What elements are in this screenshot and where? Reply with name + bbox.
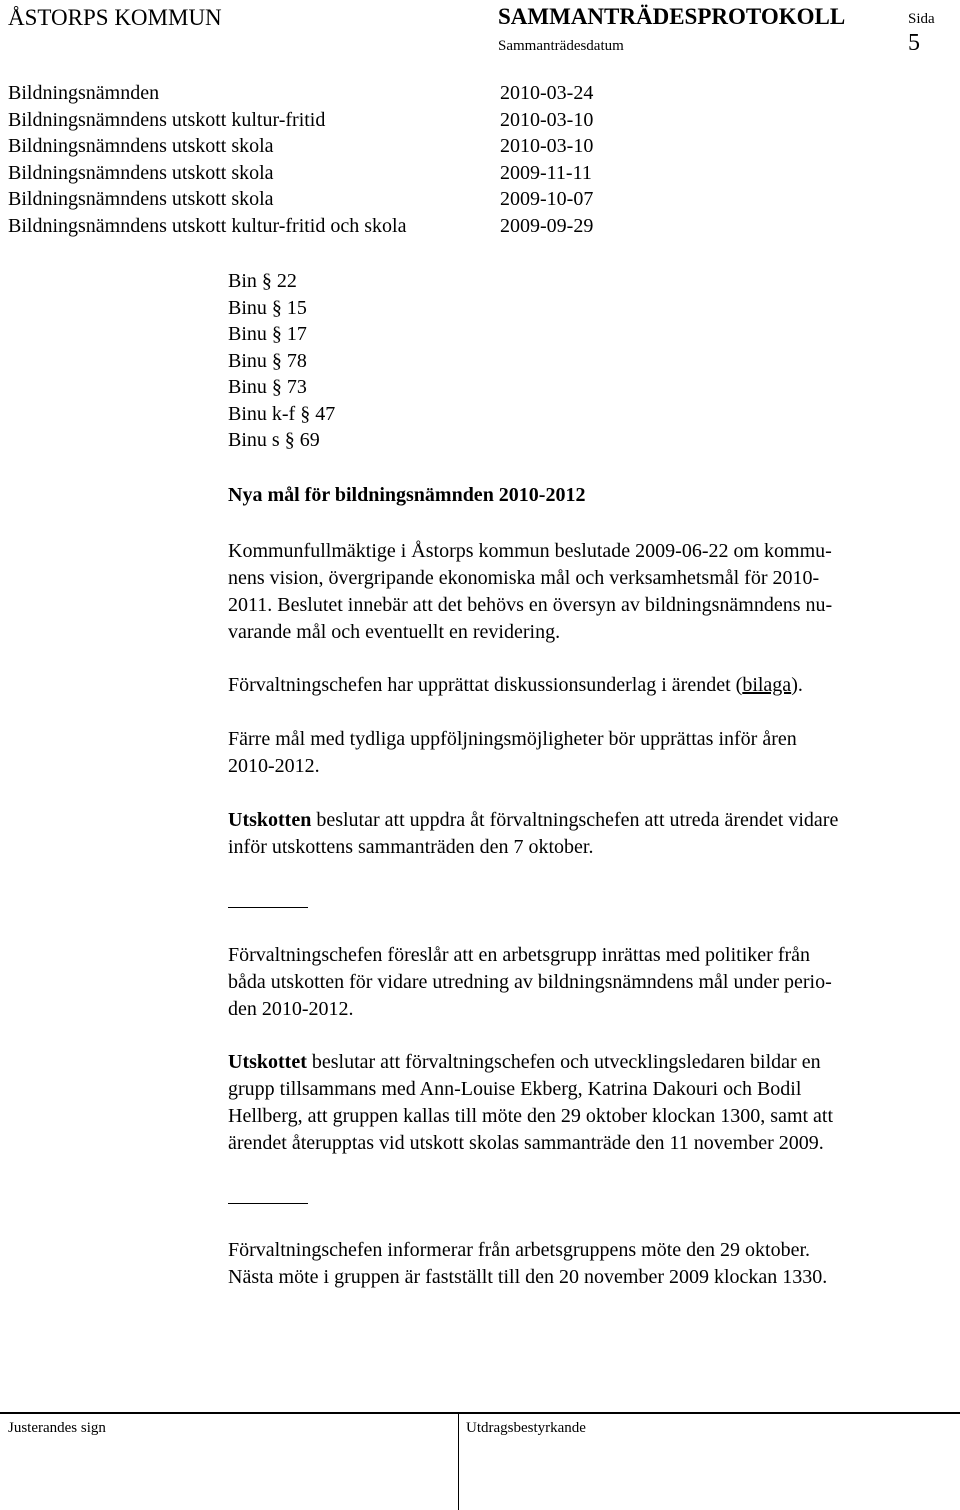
meeting-body-date: 2010-03-24	[500, 82, 594, 104]
extract-certification-label: Utdragsbestyrkande	[466, 1420, 586, 1436]
meeting-body-row	[8, 160, 593, 187]
paragraph-references	[228, 268, 335, 454]
footer-rule	[0, 1412, 960, 1414]
document-type: SAMMANTRÄDESPROTOKOLL	[498, 4, 846, 29]
meeting-body-name: Bildningsnämnden	[8, 82, 160, 104]
meeting-body-row	[8, 133, 593, 160]
meeting-date-label: Sammanträdesdatum	[498, 38, 624, 54]
paragraph-ref: Binu k-f § 47	[228, 402, 336, 425]
meeting-bodies-list	[8, 80, 593, 239]
paragraph-ref: Binu § 15	[228, 296, 307, 319]
meeting-body-row	[8, 213, 593, 240]
footer-divider	[458, 1412, 459, 1510]
meeting-body-name: Bildningsnämndens utskott skola	[8, 135, 274, 157]
meeting-body-date: 2009-10-07	[500, 188, 594, 210]
decision-paragraph-2: Utskottet beslutar att förvaltningschefen och utvecklingsledaren bildar en grupp tillsammans med Ann-Louise Ekberg, Katrina Dakouri och Bodil Hellberg, att gruppen kallas till möte den 29 oktober klockan 1300, samt att ärendet återupptas vid utskott skolas sammanträde den 11 november 2009.	[228, 1051, 834, 1154]
proposal-paragraph: Förvaltningschefen föreslår att en arbetsgrupp inrättas med politiker från båda utskotten för vidare utredning av bildningsnämndens mål under perio- den 2010-2012.	[228, 944, 832, 1020]
meeting-body-date: 2010-03-10	[500, 108, 594, 131]
goals-paragraph: Färre mål med tydliga uppföljningsmöjligheter bör upprättas inför åren 2010-2012.	[228, 728, 797, 777]
underlag-paragraph: Förvaltningschefen har upprättat diskussionsunderlag i ärendet (bilaga).	[228, 674, 803, 696]
adjuster-signature-label: Justerandes sign	[8, 1420, 106, 1436]
meeting-body-date: 2009-11-11	[500, 161, 592, 184]
meeting-body-row	[8, 80, 593, 107]
separator-line	[228, 907, 308, 908]
attachment-link[interactable]: bilaga	[742, 674, 792, 696]
paragraph-ref: Binu § 17	[228, 323, 307, 345]
municipality-name: ÅSTORPS KOMMUN	[8, 5, 222, 30]
paragraph-ref: Binu s § 69	[228, 429, 320, 451]
paragraph-ref: Bin § 22	[228, 270, 297, 292]
meeting-body-date: 2009-09-29	[500, 214, 594, 237]
meeting-body-name: Bildningsnämndens utskott kultur-fritid och skola	[8, 214, 407, 237]
paragraph-ref: Binu § 78	[228, 349, 307, 372]
meeting-body-date: 2010-03-10	[500, 135, 594, 157]
separator-line	[228, 1203, 308, 1204]
background-paragraph: Kommunfullmäktige i Åstorps kommun beslutade 2009-06-22 om kommu- nens vision, övergripande ekonomiska mål och verksamhetsmål för 2010- 2011. Beslutet innebär att det behövs en översyn av bildningsnämndens nu- varande mål och eventuellt en revidering.	[228, 540, 833, 643]
meeting-body-name: Bildningsnämndens utskott skola	[8, 188, 274, 210]
meeting-body-row	[8, 107, 593, 134]
meeting-body-name: Bildningsnämndens utskott skola	[8, 161, 274, 184]
meeting-body-row	[8, 186, 593, 213]
information-paragraph: Förvaltningschefen informerar från arbetsgruppens möte den 29 oktober. Nästa möte i gruppen är fastställt till den 20 november 2009 klockan 1330.	[228, 1239, 828, 1288]
page-number: 5	[908, 30, 920, 56]
meeting-body-name: Bildningsnämndens utskott kultur-fritid	[8, 108, 326, 131]
section-title: Nya mål för bildningsnämnden 2010-2012	[228, 484, 586, 506]
paragraph-ref: Binu § 73	[228, 376, 307, 398]
page-label: Sida	[908, 11, 935, 27]
decision-paragraph-1: Utskotten beslutar att uppdra åt förvaltningschefen att utreda ärendet vidare inför utskottens sammanträden den 7 oktober.	[228, 809, 839, 858]
